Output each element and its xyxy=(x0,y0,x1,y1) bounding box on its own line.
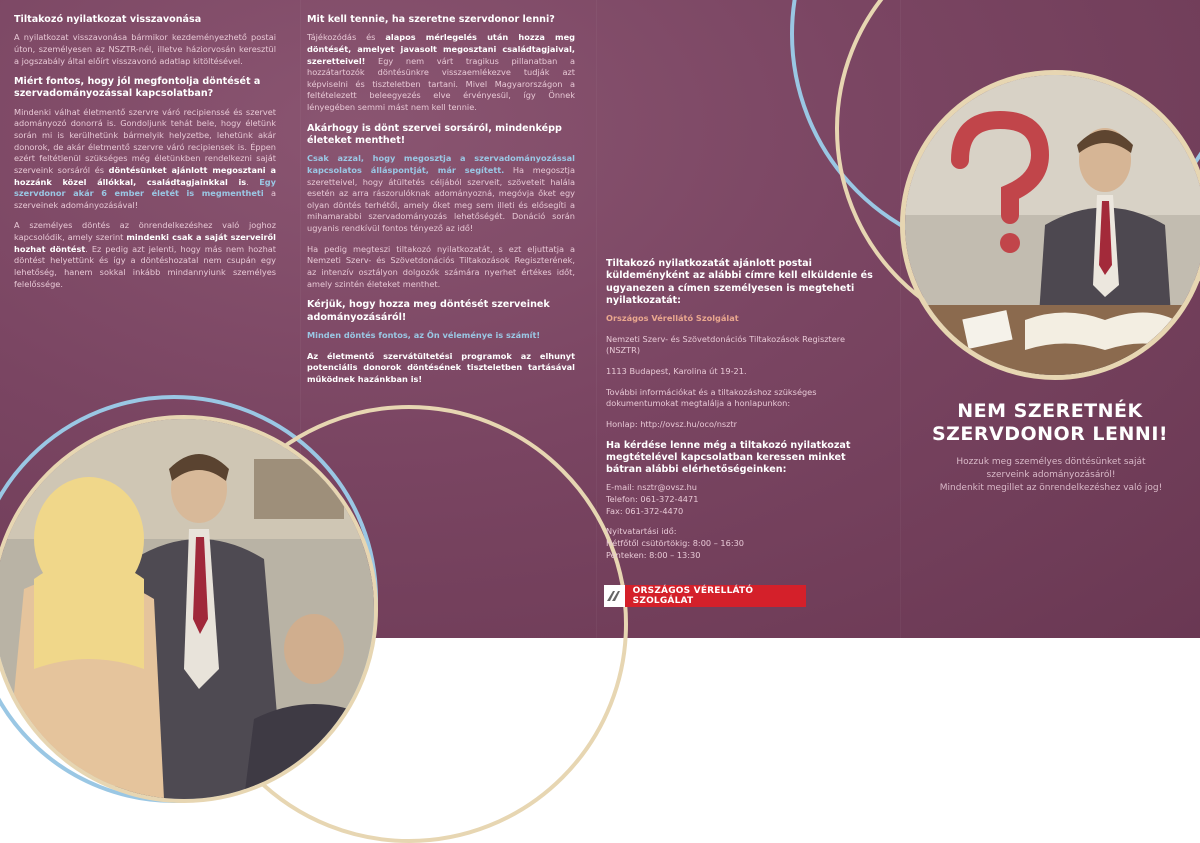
registry-name: Nemzeti Szerv- és Szövetdonációs Tiltakozások Regisztere (NSZTR) xyxy=(606,333,845,356)
column-3-contact xyxy=(606,258,874,570)
heading-questions: Ha kérdése lenne még a tiltakozó nyilatkozat megtételével kapcsolatban keressen minket bátran alábbi elérhetőségeinken: xyxy=(606,439,851,476)
heading-send-objection: Tiltakozó nyilatkozatát ajánlott postai küldeményként az alábbi címre kell elküldenie és ugyanezen a címen személyesen is megteheti nyilatkozatát: xyxy=(606,258,873,306)
opening-hours xyxy=(606,526,874,561)
fax: Fax: 061-372-4470 xyxy=(606,505,684,516)
heading-withdrawal: Tiltakozó nyilatkozat visszavonása xyxy=(14,14,202,25)
text-every-decision-matters: Minden döntés fontos, az Ön véleménye is számít! xyxy=(307,329,541,340)
org-name: Országos Vérellátó Szolgálat xyxy=(606,313,739,324)
text-self-determination: A személyes döntés az önrendelkezéshez való joghoz kapcsolódik, amely szerint mindenki csak a saját szerveiről hozhat döntést. Ez pedig azt jelenti, hogy más nem hozhat döntést helyettünk és így a döntéshozatal nem csupán egy lehetőség, hanem sokkal inkább mindannyiunk személyes felelőssége. xyxy=(14,220,277,289)
text-decision-sharing: Tájékozódás és alapos mérlegelés után hozza meg döntését, amelyet javasolt megosztani családtagjaival, szeretteivel! Egy nem várt tragikus pillanatban a hozzátartozók döntésünkre visszaemlékezve tudják azt képviselni és tiszteletben tartani. Mivel Magyarországon a feltételezett beleegyezés elve érvényesül, így Önnek lényegében semmi mást nem kell tennie. xyxy=(307,32,575,113)
heading-how-to-be-donor: Mit kell tennie, ha szeretne szervdonor lenni? xyxy=(307,14,555,25)
heading-save-lives: Akárhogy is dönt szervei sorsáról, mindenképp életeket menthet! xyxy=(307,122,562,147)
text-programs-respect: Az életmentő szervátültetési programok az elhunyt potenciális donorok döntésének tiszteletben tartásával működnek hazánkban is! xyxy=(307,350,575,384)
cover-subtitle: Hozzuk meg személyes döntésünket saját szerveink adományozásáról! Mindenkit megillet az önrendelkezéshez való jog! xyxy=(939,457,1163,494)
ovsz-logo-text: ORSZÁGOS VÉRELLÁTÓ SZOLGÁLAT xyxy=(632,586,754,606)
illustration-couple-doctor xyxy=(0,415,378,803)
more-info: További információkat és a tiltakozáshoz szükséges dokumentumokat megtalálja a honlapunkon: xyxy=(606,386,817,409)
text-sharing-helps: Csak azzal, hogy megosztja a szervadományozással kapcsolatos álláspontját, már segített. Ha megosztja szeretteivel, hogy átültetés céljából szerveit, szöveteit halála esetén az arra rászorulóknak adományozná, megóvja őket egy olyan döntés terhétől, amely őket meg sem illeti és elősegíti a mihamarabbi szervadományozás lehetőségét. Donáció során ugyanis rendkívül fontos tényező az idő! xyxy=(307,153,575,234)
text-objection-registry: Ha pedig megteszi tiltakozó nyilatkozatát, s ezt eljuttatja a Nemzeti Szerv- és Szövetdonációs Tiltakozások Regiszterének, az intenzív osztályon dolgozók számára nyerhet értékes időt, amely szintén életeket menthet. xyxy=(307,243,575,289)
heading-please-decide: Kérjük, hogy hozza meg döntését szerveinek adományozásáról! xyxy=(307,299,550,323)
contact-lines xyxy=(606,482,874,517)
email[interactable]: E-mail: nsztr@ovsz.hu xyxy=(606,482,697,493)
heading-why-important: Miért fontos, hogy jól megfontolja döntését a szervadományozással kapcsolatban? xyxy=(14,76,261,100)
ovsz-logo-mark-icon xyxy=(604,585,625,607)
website[interactable]: Honlap: http://ovsz.hu/oco/nsztr xyxy=(606,418,738,429)
ovsz-logo xyxy=(604,585,806,607)
address: 1113 Budapest, Karolina út 19-21. xyxy=(606,365,747,376)
phone: Telefon: 061-372-4471 xyxy=(606,493,699,504)
hours-friday: Pénteken: 8:00 – 13:30 xyxy=(606,549,701,560)
text-everyone-can-be-donor: Mindenki válhat életmentő szervre váró recipienssé és szervet adományozó donorrá is. Gondoljunk tehát bele, hogy életünk során mi is kerülhetünk bármelyik helyzetbe, lehetünk akár donorok, de akár életmentő szervre váró recipiensek is. Éppen ezért feltétlenül szükséges még életünkben rendelkezni saját szerveink sorsáról és döntésünket ajánlott megosztani a hozzánk közel állókkal, családtagjainkkal is. Egy szervdonor akár 6 ember életét is megmentheti a szervеinek adományozásával! xyxy=(14,106,276,210)
text-withdrawal: A nyilatkozat visszavonása bármikor kezdeményezhető postai úton, személyesen az NSZTR-nél, illetve háziorvosán keresztül a jogszabály által előírt visszavonó adatlap kitöltésével. xyxy=(14,32,276,66)
cover-title: NEM SZERETNÉK SZERVDONOR LENNI! xyxy=(931,400,1169,446)
hours-title: Nyitvatartási idő: xyxy=(606,526,677,537)
hours-weekdays: Hétfőtől csütörtökig: 8:00 – 16:30 xyxy=(606,537,745,548)
illustration-doctor-question-mark xyxy=(900,70,1200,380)
column-2 xyxy=(307,14,575,394)
column-1 xyxy=(14,14,276,299)
